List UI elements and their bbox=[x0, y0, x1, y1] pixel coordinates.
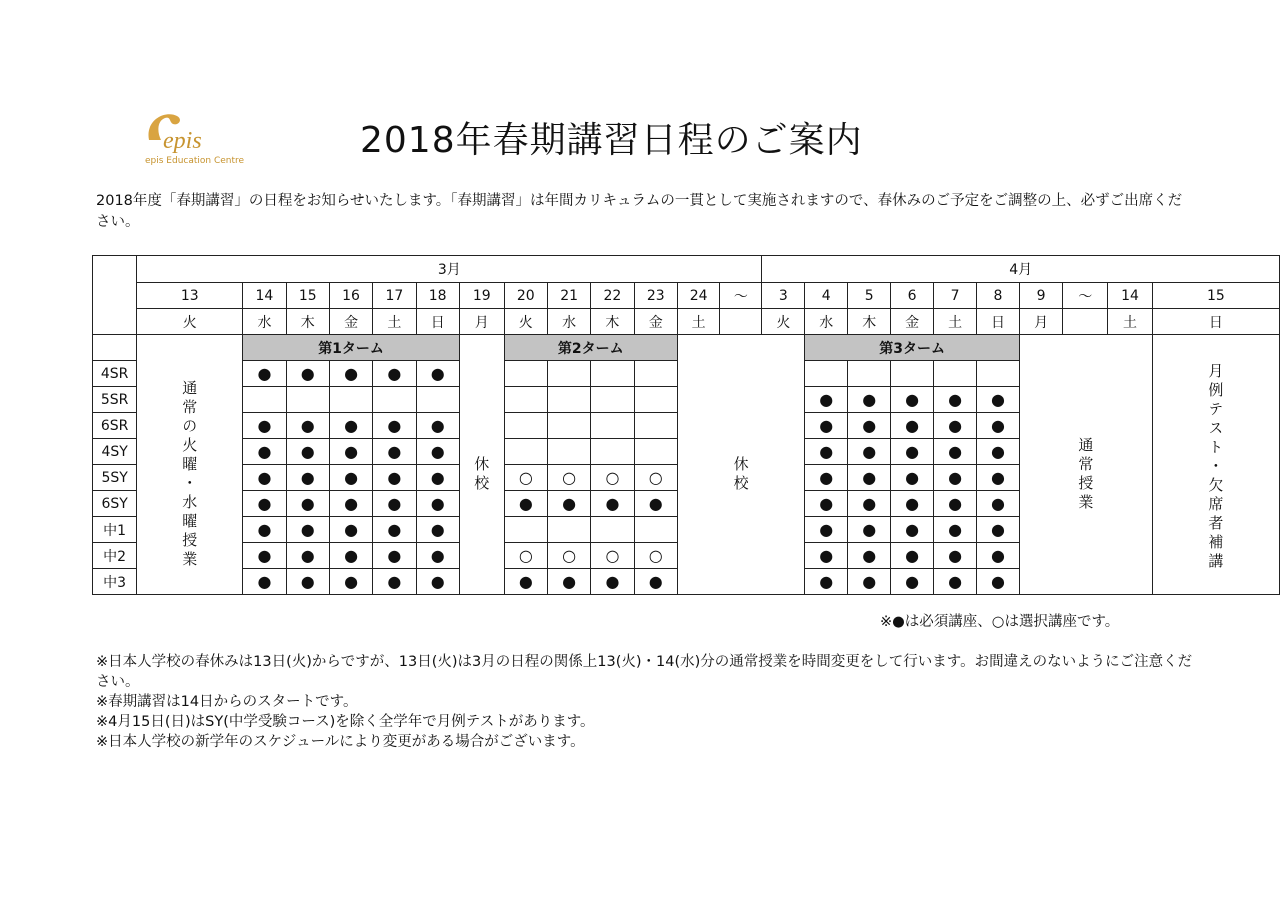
weekday-header bbox=[1063, 309, 1108, 335]
term2-cell bbox=[634, 413, 677, 439]
col13-cell bbox=[137, 335, 243, 361]
term-header: 第1ターム bbox=[243, 335, 460, 361]
date-header: 3 bbox=[762, 283, 805, 309]
weekday-header: 月 bbox=[1019, 309, 1062, 335]
term3-cell: ● bbox=[891, 413, 934, 439]
note-item: ※4月15日(日)はSY(中学受験コース)を除く全学年で月例テストがあります。 bbox=[96, 714, 595, 730]
weekday-header: 日 bbox=[977, 309, 1020, 335]
weekday-header: 木 bbox=[848, 309, 891, 335]
term1-cell: ● bbox=[286, 517, 329, 543]
epis-logo bbox=[143, 110, 245, 170]
col19-cell bbox=[459, 335, 504, 361]
term1-cell: ● bbox=[416, 439, 459, 465]
term3-cell: ● bbox=[891, 387, 934, 413]
term2-cell bbox=[591, 361, 634, 387]
term2-cell: ○ bbox=[547, 465, 590, 491]
closed-text: 休校 bbox=[731, 456, 750, 495]
term1-cell: ● bbox=[329, 491, 372, 517]
month-header: 4月 bbox=[762, 256, 1280, 283]
date-header: 〜 bbox=[720, 283, 762, 309]
date-header: 8 bbox=[977, 283, 1020, 309]
logo-text: epis Education Centre bbox=[145, 156, 245, 166]
gap-cell bbox=[677, 335, 804, 361]
term3-cell: ● bbox=[977, 543, 1020, 569]
row-label: 4SY bbox=[93, 439, 137, 465]
weekday-header: 水 bbox=[243, 309, 286, 335]
term3-cell: ● bbox=[848, 543, 891, 569]
date-header: 23 bbox=[634, 283, 677, 309]
term1-cell: ● bbox=[329, 543, 372, 569]
weekday-header: 金 bbox=[329, 309, 372, 335]
row-label: 5SR bbox=[93, 387, 137, 413]
month-header: 3月 bbox=[137, 256, 762, 283]
term2-cell: ● bbox=[547, 491, 590, 517]
term1-cell: ● bbox=[286, 465, 329, 491]
term1-cell: ● bbox=[286, 439, 329, 465]
term1-cell bbox=[286, 387, 329, 413]
regular-class-text: 通常授業 bbox=[1076, 437, 1095, 514]
term3-cell: ● bbox=[805, 387, 848, 413]
weekday-header: 火 bbox=[137, 309, 243, 335]
regular-class-note bbox=[137, 361, 243, 595]
term1-cell: ● bbox=[416, 543, 459, 569]
weekday-header: 木 bbox=[591, 309, 634, 335]
term3-cell: ● bbox=[891, 491, 934, 517]
closed-text: 休校 bbox=[472, 456, 491, 495]
weekday-header: 土 bbox=[373, 309, 416, 335]
term2-cell bbox=[504, 413, 547, 439]
term1-cell: ● bbox=[243, 569, 286, 595]
term3-cell: ● bbox=[891, 439, 934, 465]
term3-cell: ● bbox=[934, 439, 977, 465]
date-header: 6 bbox=[891, 283, 934, 309]
term2-cell bbox=[591, 387, 634, 413]
date-header: 9 bbox=[1019, 283, 1062, 309]
term1-cell: ● bbox=[373, 517, 416, 543]
corner-cell bbox=[93, 283, 137, 309]
term3-cell: ● bbox=[891, 465, 934, 491]
term3-cell: ● bbox=[891, 543, 934, 569]
term1-cell bbox=[329, 387, 372, 413]
term1-cell: ● bbox=[329, 517, 372, 543]
term3-cell: ● bbox=[848, 439, 891, 465]
weekday-header: 金 bbox=[634, 309, 677, 335]
term2-cell: ● bbox=[591, 569, 634, 595]
date-header: 17 bbox=[373, 283, 416, 309]
date-header: 14 bbox=[1108, 283, 1152, 309]
term3-cell: ● bbox=[805, 491, 848, 517]
term1-cell bbox=[416, 387, 459, 413]
term2-cell: ○ bbox=[547, 543, 590, 569]
weekday-header: 月 bbox=[459, 309, 504, 335]
term3-cell: ● bbox=[805, 517, 848, 543]
note-item: ※日本人学校の春休みは13日(火)からですが、13日(火)は3月の日程の関係上13(火)・14(水)分の通常授業を時間変更をして行います。お間違えのないようにご注意ください。 bbox=[96, 654, 1193, 690]
term1-cell: ● bbox=[243, 491, 286, 517]
term3-cell: ● bbox=[934, 413, 977, 439]
date-header: 24 bbox=[677, 283, 719, 309]
corner-cell bbox=[93, 335, 137, 361]
notes-list bbox=[96, 652, 1196, 752]
term1-cell: ● bbox=[243, 439, 286, 465]
term1-cell: ● bbox=[243, 543, 286, 569]
term2-cell bbox=[547, 361, 590, 387]
intro-text: 2018年度「春期講習」の日程をお知らせいたします。「春期講習」は年間カリキュラムの一貫として実施されますので、春休みのご予定をご調整の上、必ずご出席ください。 bbox=[96, 193, 1183, 230]
term2-cell bbox=[547, 387, 590, 413]
svg-text:epis: epis bbox=[163, 128, 202, 154]
term1-cell: ● bbox=[373, 439, 416, 465]
regular-class-note bbox=[1019, 361, 1152, 595]
date-header: 14 bbox=[243, 283, 286, 309]
term1-cell: ● bbox=[416, 491, 459, 517]
term2-cell bbox=[547, 517, 590, 543]
date-header: 4 bbox=[805, 283, 848, 309]
term3-cell: ● bbox=[891, 569, 934, 595]
term-header: 第3ターム bbox=[805, 335, 1020, 361]
date-header: 〜 bbox=[1063, 283, 1108, 309]
row-label: 6SR bbox=[93, 413, 137, 439]
term-header: 第2ターム bbox=[504, 335, 677, 361]
corner-cell bbox=[93, 256, 137, 283]
term3-cell: ● bbox=[977, 465, 1020, 491]
term3-cell: ● bbox=[805, 569, 848, 595]
term3-cell bbox=[977, 361, 1020, 387]
closed-note bbox=[459, 361, 504, 595]
term1-cell: ● bbox=[243, 465, 286, 491]
term2-cell bbox=[547, 439, 590, 465]
weekday-header: 水 bbox=[547, 309, 590, 335]
date-header: 18 bbox=[416, 283, 459, 309]
term2-cell: ● bbox=[591, 491, 634, 517]
term3-cell bbox=[805, 361, 848, 387]
term3-cell bbox=[934, 361, 977, 387]
term3-cell: ● bbox=[977, 439, 1020, 465]
term3-cell: ● bbox=[805, 439, 848, 465]
term2-cell bbox=[634, 361, 677, 387]
row-label: 6SY bbox=[93, 491, 137, 517]
term1-cell bbox=[373, 387, 416, 413]
term2-cell bbox=[504, 517, 547, 543]
term1-cell: ● bbox=[416, 465, 459, 491]
term1-cell: ● bbox=[373, 465, 416, 491]
date-header: 15 bbox=[286, 283, 329, 309]
weekday-header bbox=[720, 309, 762, 335]
term3-cell: ● bbox=[805, 413, 848, 439]
date-header: 22 bbox=[591, 283, 634, 309]
term3-cell: ● bbox=[934, 387, 977, 413]
term3-cell: ● bbox=[977, 517, 1020, 543]
term1-cell: ● bbox=[416, 413, 459, 439]
term1-cell: ● bbox=[329, 569, 372, 595]
term2-cell bbox=[591, 413, 634, 439]
term2-cell bbox=[634, 439, 677, 465]
term2-cell: ● bbox=[634, 569, 677, 595]
term3-cell: ● bbox=[848, 517, 891, 543]
term1-cell: ● bbox=[416, 361, 459, 387]
term3-cell: ● bbox=[805, 543, 848, 569]
row-label: 4SR bbox=[93, 361, 137, 387]
row-label: 5SY bbox=[93, 465, 137, 491]
note-item: ※日本人学校の新学年のスケジュールにより変更がある場合がございます。 bbox=[96, 734, 585, 750]
term3-cell: ● bbox=[977, 413, 1020, 439]
term1-cell: ● bbox=[329, 439, 372, 465]
legend-note: ※●は必須講座、○は選択講座です。 bbox=[880, 614, 1120, 630]
term2-cell bbox=[504, 387, 547, 413]
term2-cell bbox=[634, 387, 677, 413]
term3-cell: ● bbox=[934, 517, 977, 543]
term1-cell: ● bbox=[243, 517, 286, 543]
term3-cell: ● bbox=[934, 491, 977, 517]
date-header: 15 bbox=[1152, 283, 1279, 309]
term1-cell bbox=[243, 387, 286, 413]
term2-cell bbox=[591, 439, 634, 465]
term2-cell: ○ bbox=[504, 543, 547, 569]
term3-cell: ● bbox=[848, 413, 891, 439]
regular-class-text: 通常の火曜・水曜授業 bbox=[180, 380, 199, 571]
weekday-header: 金 bbox=[891, 309, 934, 335]
weekday-header: 水 bbox=[805, 309, 848, 335]
weekday-header: 木 bbox=[286, 309, 329, 335]
weekday-header: 土 bbox=[934, 309, 977, 335]
term3-cell: ● bbox=[977, 387, 1020, 413]
term3-cell: ● bbox=[934, 543, 977, 569]
term3-cell: ● bbox=[977, 569, 1020, 595]
term1-cell: ● bbox=[416, 517, 459, 543]
term3-cell: ● bbox=[848, 387, 891, 413]
term3-cell: ● bbox=[934, 465, 977, 491]
term3-cell: ● bbox=[891, 517, 934, 543]
term1-cell: ● bbox=[329, 361, 372, 387]
corner-cell bbox=[93, 309, 137, 335]
term1-cell: ● bbox=[286, 361, 329, 387]
note-item: ※春期講習は14日からのスタートです。 bbox=[96, 694, 358, 710]
term1-cell: ● bbox=[286, 413, 329, 439]
term1-cell: ● bbox=[286, 543, 329, 569]
term2-cell bbox=[591, 517, 634, 543]
weekday-header: 日 bbox=[416, 309, 459, 335]
date-header: 7 bbox=[934, 283, 977, 309]
term2-cell: ● bbox=[547, 569, 590, 595]
term2-cell bbox=[504, 439, 547, 465]
term2-cell: ○ bbox=[591, 543, 634, 569]
term1-cell: ● bbox=[243, 413, 286, 439]
term2-cell bbox=[504, 361, 547, 387]
term1-cell: ● bbox=[329, 465, 372, 491]
weekday-header: 土 bbox=[1108, 309, 1152, 335]
row-label: 中2 bbox=[93, 543, 137, 569]
term1-cell: ● bbox=[373, 569, 416, 595]
row-label: 中1 bbox=[93, 517, 137, 543]
schedule-table bbox=[92, 255, 1280, 595]
weekday-header: 日 bbox=[1152, 309, 1279, 335]
page-title: 2018年春期講習日程のご案内 bbox=[360, 120, 863, 161]
term3-cell: ● bbox=[848, 465, 891, 491]
term1-cell: ● bbox=[373, 413, 416, 439]
date-header: 13 bbox=[137, 283, 243, 309]
col9-cell bbox=[1019, 335, 1152, 361]
term1-cell: ● bbox=[286, 569, 329, 595]
term3-cell: ● bbox=[977, 491, 1020, 517]
term1-cell: ● bbox=[373, 543, 416, 569]
monthly-test-note bbox=[1152, 361, 1279, 595]
date-header: 21 bbox=[547, 283, 590, 309]
weekday-header: 土 bbox=[677, 309, 719, 335]
term3-cell: ● bbox=[934, 569, 977, 595]
weekday-header: 火 bbox=[762, 309, 805, 335]
term1-cell: ● bbox=[416, 569, 459, 595]
term3-cell bbox=[848, 361, 891, 387]
monthly-test-text: 月例テスト・欠席者補講 bbox=[1206, 362, 1225, 572]
term2-cell: ● bbox=[504, 569, 547, 595]
term2-cell: ● bbox=[504, 491, 547, 517]
term3-cell bbox=[891, 361, 934, 387]
term1-cell: ● bbox=[373, 361, 416, 387]
term2-cell: ○ bbox=[591, 465, 634, 491]
closed-note bbox=[677, 361, 804, 595]
term1-cell: ● bbox=[329, 413, 372, 439]
row-label: 中3 bbox=[93, 569, 137, 595]
date-header: 5 bbox=[848, 283, 891, 309]
term2-cell: ● bbox=[634, 491, 677, 517]
term2-cell bbox=[634, 517, 677, 543]
term3-cell: ● bbox=[848, 491, 891, 517]
term3-cell: ● bbox=[805, 465, 848, 491]
date-header: 20 bbox=[504, 283, 547, 309]
term1-cell: ● bbox=[286, 491, 329, 517]
weekday-header: 火 bbox=[504, 309, 547, 335]
term1-cell: ● bbox=[243, 361, 286, 387]
term2-cell bbox=[547, 413, 590, 439]
col15-cell bbox=[1152, 335, 1279, 361]
term2-cell: ○ bbox=[634, 543, 677, 569]
term3-cell: ● bbox=[848, 569, 891, 595]
term2-cell: ○ bbox=[504, 465, 547, 491]
term1-cell: ● bbox=[373, 491, 416, 517]
date-header: 19 bbox=[459, 283, 504, 309]
term2-cell: ○ bbox=[634, 465, 677, 491]
logo-mark-icon bbox=[143, 110, 203, 154]
date-header: 16 bbox=[329, 283, 372, 309]
